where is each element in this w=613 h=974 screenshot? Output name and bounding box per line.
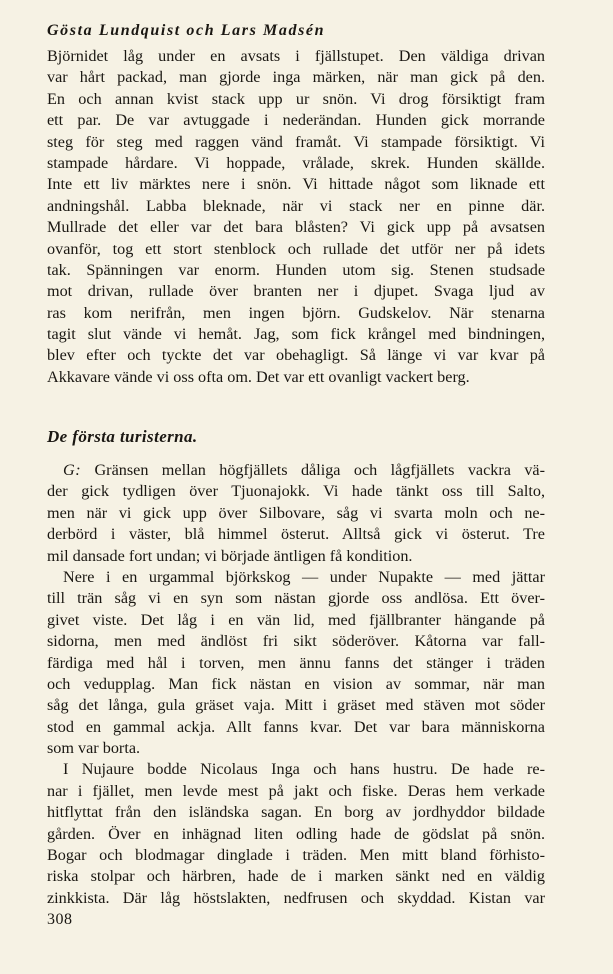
text-line: som var borta.: [47, 739, 141, 758]
page-number: 308: [47, 911, 73, 928]
paragraph-gransen: [47, 460, 545, 909]
text-line: sidorna, men med ändlöst fri sikt söderöver. Kåtorna var fall-: [47, 632, 545, 651]
text-line: steg för steg med raggen vänd framåt. Vi stampade försiktigt. Vi: [47, 132, 545, 151]
text-line: riska stolpar och härbren, hade de i marken sänkt ned en väldig: [47, 867, 545, 886]
text-line: I Nujaure bodde Nicolaus Inga och hans hustru. De hade re-: [63, 760, 545, 779]
text-line: men när vi gick upp över Silbovare, såg vi svarta moln och ne-: [47, 503, 545, 522]
speaker-label: G:: [63, 461, 82, 479]
section-heading: De första turisterna.: [47, 427, 198, 446]
paragraph-bjornidet: [47, 46, 545, 388]
text-line: till trän såg vi en syn som nästan gjorde oss andlösa. Ett över-: [47, 589, 545, 608]
text-line: der gick tydligen över Tjuonajokk. Vi hade tänkt oss till Salto,: [47, 482, 545, 501]
text-line: Akkavare vände vi oss ofta om. Det var ett ovanligt vackert berg.: [47, 367, 470, 386]
text-line: Björnidet låg under en avsats i fjällstupet. Den väldiga drivan: [47, 47, 545, 65]
text-line: mot drivan, rullade över branten ner i djupet. Svaga ljud av: [47, 282, 545, 301]
text-line: och vedupplag. Man fick nästan en vision av sommar, när man: [47, 674, 545, 693]
text-line: såg det långa, gula gräset vaja. Mitt i gräset med stäven mot söder: [47, 696, 545, 715]
text-line: tak. Spänningen var enorm. Hunden utom sig. Stenen studsade: [47, 260, 545, 279]
text-line: andningshål. Labba bleknade, när vi stack ner en pinne där.: [47, 196, 545, 215]
text-line: Mullrade det eller var det bara blåsten? Vi gick upp på avsatsen: [47, 218, 545, 237]
text-line-rest: Gränsen mellan högfjällets dåliga och lågfjällets vackra vä-: [94, 461, 546, 479]
text-line: Inte ett liv märktes nere i snön. Vi hittade något som liknade ett: [47, 175, 545, 194]
text-line: zinkkista. Där låg höstslakten, nedfrusen och skyddad. Kistan var: [47, 888, 545, 907]
text-line: blev efter och tyckte det var obehagligt. Så länge vi var kvar på: [47, 346, 545, 365]
text-line: givet viste. Det låg i en vän lid, med fjällbranter hängande på: [47, 610, 545, 629]
text-line: mil dansade fort undan; vi började äntligen få kondition.: [47, 546, 413, 565]
text-line: färdiga med hål i torven, men ännu fanns det stänger i träden: [47, 653, 545, 672]
text-line: ras kom nerifrån, men ingen björn. Gudskelov. När stenarna: [47, 303, 545, 322]
text-line: hitflyttat från den isländska sagan. En borg av jordhyddor bildade: [47, 803, 545, 822]
text-line: Bogar och blodmagar dinglade i träden. Men mitt bland förhisto-: [47, 846, 545, 865]
text-line: stampade hårdare. Vi hoppade, vrålade, skrek. Hunden skällde.: [47, 153, 545, 172]
text-line: tagit slut vände vi hemåt. Jag, som fick krångel med bindningen,: [47, 325, 545, 344]
text-line: stod en gammal ackja. Allt fanns kvar. Det var bara människorna: [47, 717, 545, 736]
text-line: ovanför, tog ett stort stenblock och rullade det utför ner på idets: [47, 239, 545, 258]
text-line: gården. Över en inhägnad liten odling hade de gödslat på snön.: [47, 824, 545, 843]
text-line-first: [47, 460, 545, 481]
text-line: nar i fjället, men levde mest på jakt och fiske. Deras hem verkade: [47, 781, 545, 800]
text-line: En och annan kvist stack upp ur snön. Vi drog försiktigt fram: [47, 89, 545, 108]
text-line: Nere i en urgammal björkskog — under Nupakte — med jättar: [63, 567, 545, 586]
text-line: derbörd i väster, blå himmel österut. Alltså gick vi österut. Tre: [47, 525, 545, 544]
text-line: var hårt packad, man gjorde inga märken, när man gick på den.: [47, 68, 545, 87]
text-line: ett par. De var avtuggade i nederändan. Hunden gick morrande: [47, 111, 545, 130]
running-head: Gösta Lundquist och Lars Madsén: [47, 22, 326, 39]
